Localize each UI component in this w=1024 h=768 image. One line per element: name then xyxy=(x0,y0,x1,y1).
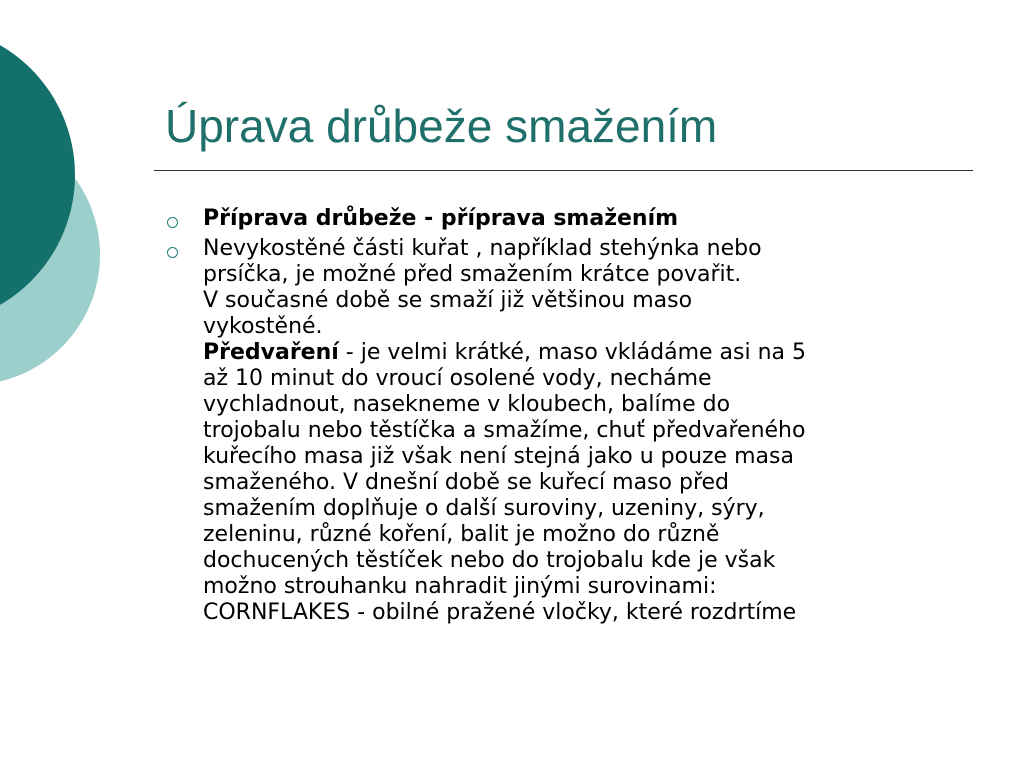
decorative-circles xyxy=(0,0,120,420)
text-line: kuřecího masa již však není stejná jako u pouze masa xyxy=(203,444,794,469)
text-line: smažením doplňuje o další suroviny, uzeniny, sýry, xyxy=(203,496,765,521)
title-divider xyxy=(154,170,973,171)
bullet-heading: Příprava drůbeže - příprava smažením xyxy=(203,206,679,231)
text-line: prsíčka, je možné před smažením krátce povařit. xyxy=(203,262,742,287)
text-line: vykostěné. xyxy=(203,314,323,339)
hollow-circle-bullet-icon xyxy=(167,247,178,258)
text-line: vychladnout, nasekneme v kloubech, balíme do xyxy=(203,392,731,417)
term-line xyxy=(203,340,965,366)
text-line: CORNFLAKES - obilné pražené vločky, které rozdrtíme xyxy=(203,600,797,625)
text-line: zeleninu, různé koření, balit je možno do různě xyxy=(203,522,720,547)
text-line: dochucených těstíček nebo do trojobalu kde je však xyxy=(203,548,776,573)
text-line: trojobalu nebo těstíčka a smažíme, chuť předvařeného xyxy=(203,418,806,443)
text-line: Nevykostěné části kuřat , například stehýnka nebo xyxy=(203,236,762,261)
bullet-item-preparation xyxy=(165,206,965,232)
text-line: V současné době se smaží již většinou maso xyxy=(203,288,693,313)
text-line: až 10 minut do vroucí osolené vody, necháme xyxy=(203,366,712,391)
bullet-item-description xyxy=(165,236,965,626)
text-line: možno strouhanku nahradit jinými surovinami: xyxy=(203,574,717,599)
slide-title: Úprava drůbeže smažením xyxy=(165,100,718,152)
hollow-circle-bullet-icon xyxy=(167,217,178,228)
term-definition: - je velmi krátké, maso vkládáme asi na 5 xyxy=(338,340,807,365)
text-line: smaženého. V dnešní době se kuřecí maso před xyxy=(203,470,730,495)
bullet-list xyxy=(165,206,965,630)
bold-term: Předvaření xyxy=(203,340,339,365)
